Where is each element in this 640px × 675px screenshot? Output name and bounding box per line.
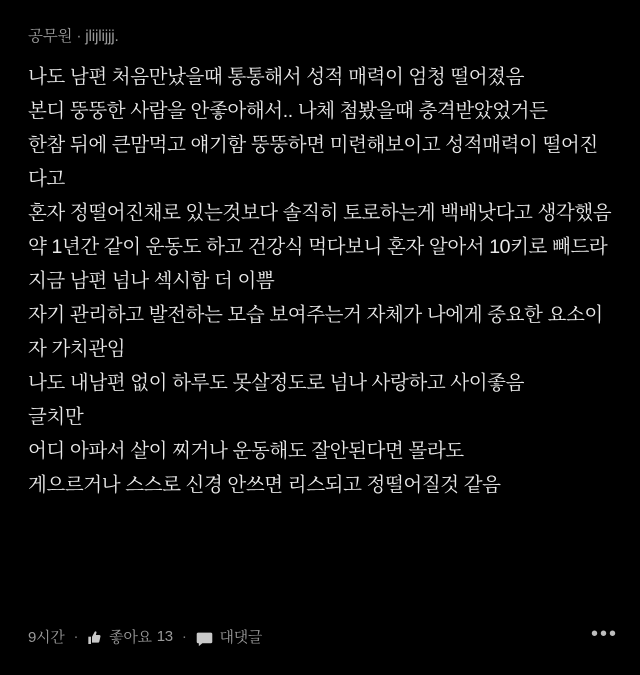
- like-count: 13: [156, 628, 173, 645]
- post-footer: [28, 622, 618, 647]
- like-button[interactable]: [87, 626, 173, 647]
- thumbs-up-icon: [87, 630, 103, 646]
- more-options-button[interactable]: •••: [590, 622, 618, 645]
- top-divider: [0, 0, 640, 1]
- post-meta: [28, 24, 612, 46]
- meta-separator: ·: [76, 28, 82, 45]
- footer-separator-2: ·: [181, 628, 187, 645]
- post-body: 나도 남편 처음만났을때 통통해서 성적 매력이 엄청 떨어졌음 본디 뚱뚱한 사람을 안좋아해서.. 나체 첨봤을때 충격받았었거든 한참 뒤에 큰맘먹고 얘기함 뚱뚱하면 미련해보이고 성적매력이 떨어진다고 혼자 정떨어진채로 있는것보다 솔직히 토로하는게 백배낫다고 생각했음 약 1년간 같이 운동도 하고 건강식 먹다보니 혼자 알아서 10키로 빼드라 지금 남편 넘나 섹시함 더 이쁨 자기 관리하고 발전하는 모습 보여주는거 자체가 나에게 중요한 요소이자 가치관임 나도 내남편 없이 하루도 못살정도로 넘나 사랑하고 사이좋음 글치만 어디 아파서 살이 찌거나 운동해도 잘안된다면 몰라도 게으르거나 스스로 신경 안쓰면 리스되고 정떨어질것 같음: [28, 66, 612, 496]
- post-timestamp: 9시간: [28, 629, 65, 646]
- reply-label: 대댓글: [219, 629, 263, 646]
- post-author[interactable]: jlijlijjj.: [85, 28, 119, 45]
- comment-bubble-icon: [196, 631, 213, 647]
- reply-button[interactable]: [196, 626, 263, 647]
- like-label: 좋아요: [109, 629, 152, 646]
- footer-separator-1: ·: [73, 628, 79, 645]
- post-category[interactable]: 공무원: [28, 28, 73, 45]
